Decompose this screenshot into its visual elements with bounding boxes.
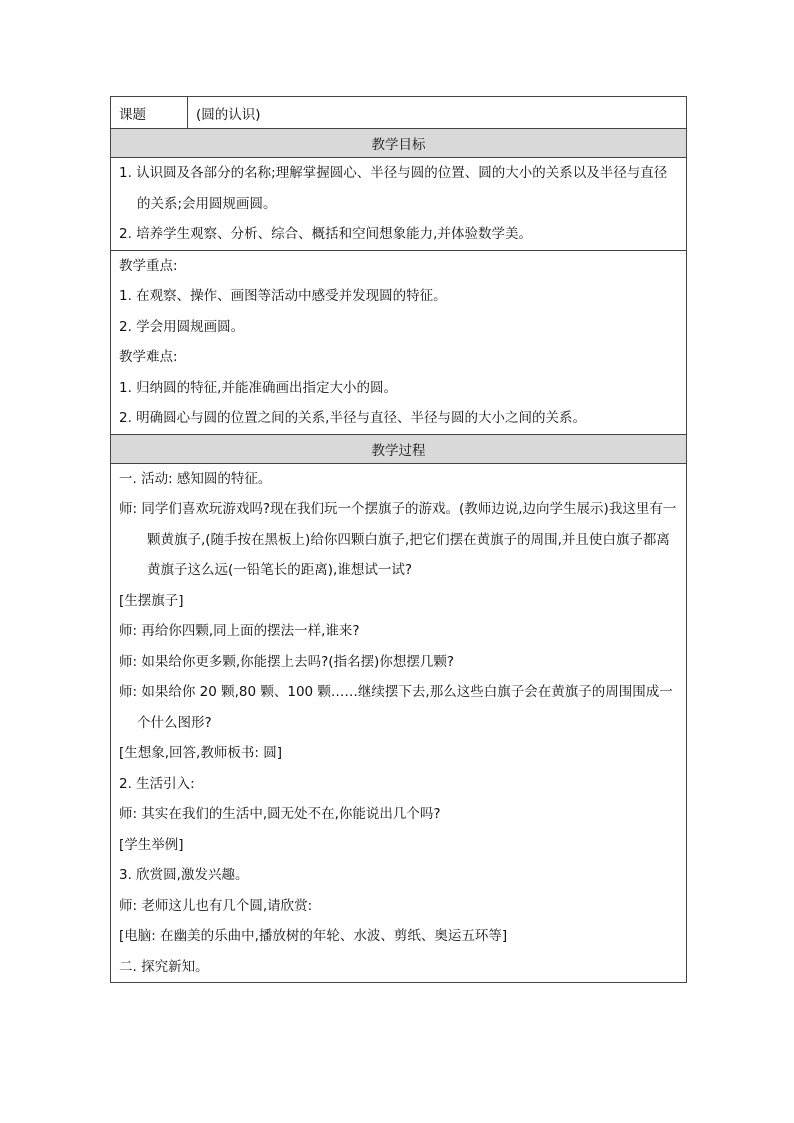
process-heading: 教学过程	[111, 434, 687, 463]
difficult-point-item: 2. 明确圆心与圆的位置之间的关系,半径与直径、半径与圆的大小之间的关系。	[119, 410, 586, 426]
process-line: [学生举例]	[119, 836, 184, 853]
process-line: 3. 欣赏圆,激发兴趣。	[119, 867, 249, 883]
difficult-points-heading: 教学难点:	[119, 349, 178, 365]
process-content	[111, 463, 687, 983]
process-line: [生摆旗子]	[119, 592, 184, 609]
process-line: 师: 如果给你更多颗,你能摆上去吗?(指名摆)你想摆几颗?	[119, 653, 454, 670]
key-point-item: 2. 学会用圆规画圆。	[119, 318, 245, 335]
topic-title: (圆的认识)	[188, 97, 687, 129]
goals-content	[111, 158, 687, 251]
topic-label: 课题	[111, 97, 188, 129]
topic-row	[111, 97, 687, 129]
process-line: [电脑: 在幽美的乐曲中,播放树的年轮、水波、剪纸、奥运五环等]	[119, 928, 508, 944]
lesson-plan-table	[110, 96, 687, 983]
process-line: 一. 活动: 感知圆的特征。	[119, 470, 272, 487]
difficult-point-item: 1. 归纳圆的特征,并能准确画出指定大小的圆。	[119, 379, 397, 396]
goal-item: 2. 培养学生观察、分析、综合、概括和空间想象能力,并体验数学美。	[119, 226, 532, 242]
process-line: 师: 同学们喜欢玩游戏吗?现在我们玩一个摆旗子的游戏。(教师边说,边向学生展示)我这里有一颗黄旗子,(随手按在黑板上)给你四颗白旗子,把它们摆在黄旗子的周围,并且使白旗子都离黄旗子这么远(一铅笔长的距离),谁想试一试?	[119, 501, 677, 578]
process-line: 师: 老师这儿也有几个圆,请欣赏:	[119, 897, 313, 914]
process-line: 师: 其实在我们的生活中,圆无处不在,你能说出几个吗?	[119, 806, 441, 822]
process-line: 二. 探究新知。	[119, 958, 209, 975]
goals-heading: 教学目标	[111, 129, 687, 158]
process-line: 2. 生活引入:	[119, 775, 195, 792]
goal-item: 1. 认识圆及各部分的名称;理解掌握圆心、半径与圆的位置、圆的大小的关系以及半径与直径的关系;会用圆规画圆。	[119, 165, 668, 212]
key-points-heading: 教学重点:	[119, 257, 178, 274]
focus-content	[111, 250, 687, 434]
process-line: 师: 如果给你 20 颗,80 颗、100 颗……继续摆下去,那么这些白旗子会在黄旗子的周围围成一个什么图形?	[119, 684, 673, 731]
process-line: 师: 再给你四颗,同上面的摆法一样,谁来?	[119, 623, 360, 639]
key-point-item: 1. 在观察、操作、画图等活动中感受并发现圆的特征。	[119, 288, 447, 304]
process-line: [生想象,回答,教师板书: 圆]	[119, 745, 282, 761]
